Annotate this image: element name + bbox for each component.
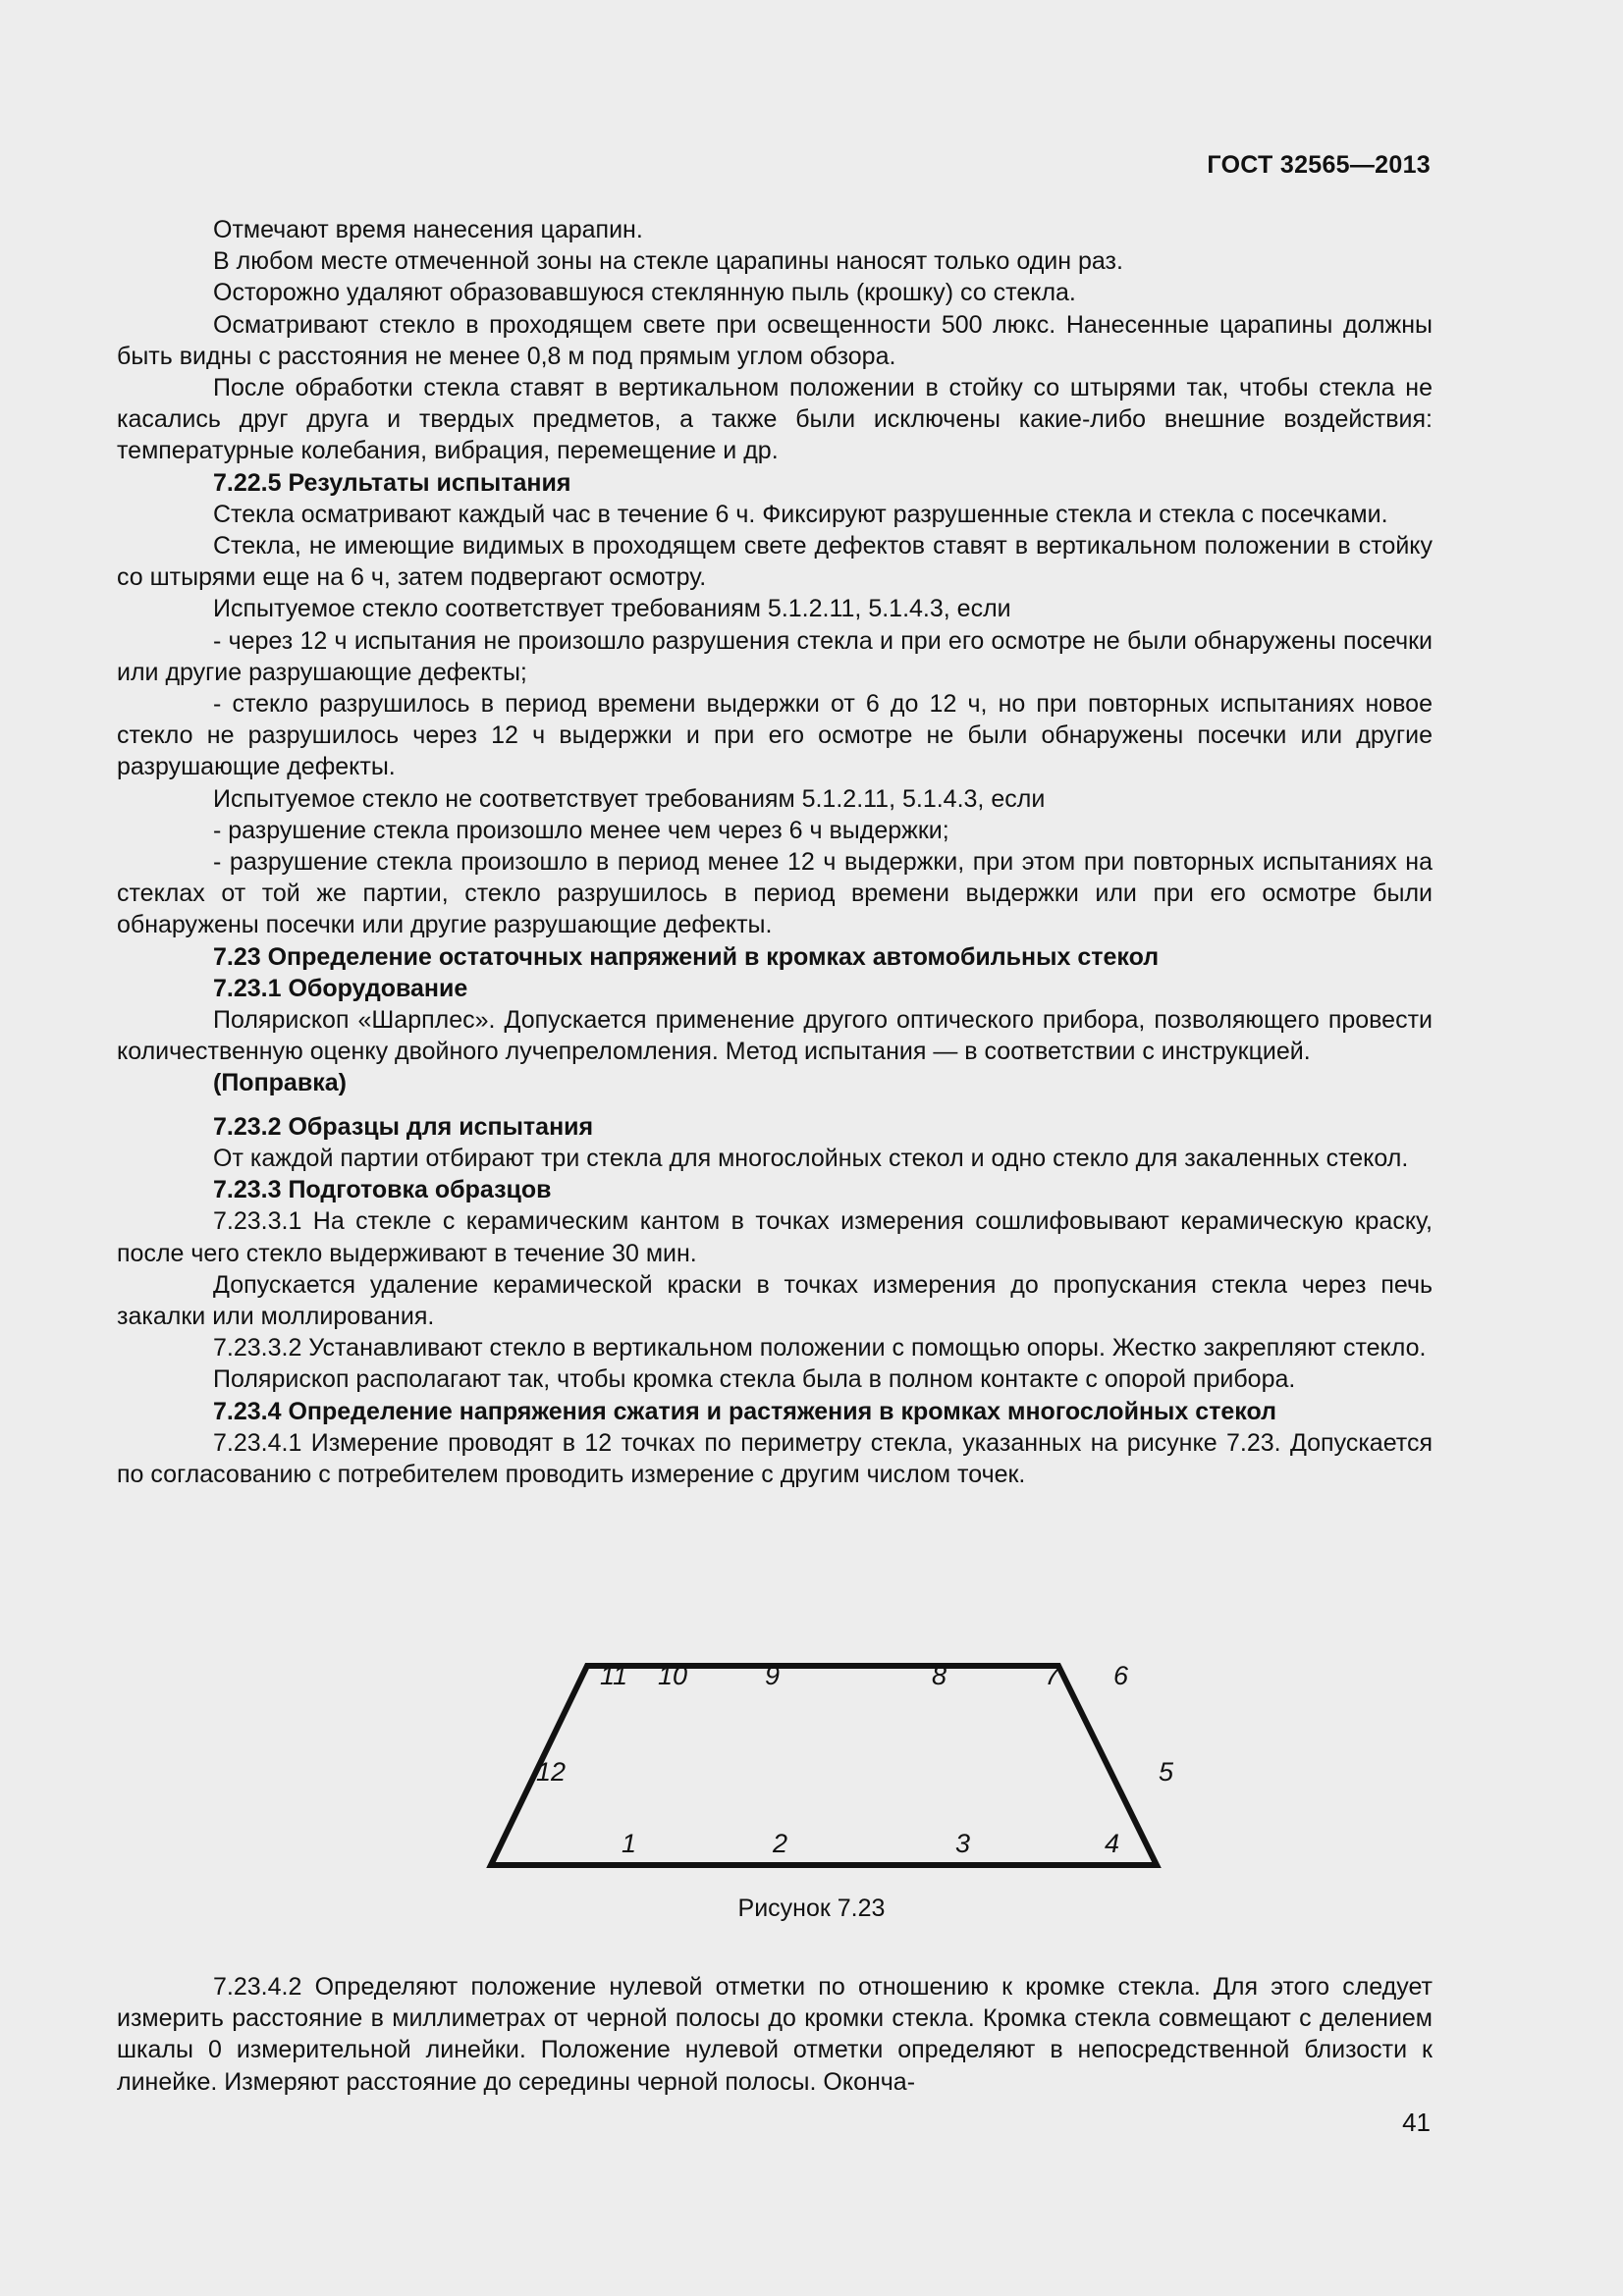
paragraph: Осматривают стекло в проходящем свете при освещенности 500 люкс. Нанесенные царапины должны быть видны с расстояния не менее 0,8 м под прямым углом обзора. bbox=[117, 310, 1433, 370]
point-label-9: 9 bbox=[765, 1661, 781, 1690]
section-heading: 7.22.5 Результаты испытания bbox=[213, 468, 571, 497]
section-heading: (Поправка) bbox=[213, 1069, 347, 1097]
paragraph: - разрушение стекла произошло менее чем через 6 ч выдержки; bbox=[213, 816, 949, 844]
paragraph: 7.23.4.2 Определяют положение нулевой отметки по отношению к кромке стекла. Для этого следует измерить расстояние в миллиметрах от черной полосы до кромки стекла. Кромка стекла совмещают с делением шкалы 0 измерительной линейки. Положение нулевой отметки определяют в непосредственной близости к линейке. Измеряют расстояние до середины черной полосы. Оконча- bbox=[117, 1973, 1433, 2096]
paragraph: После обработки стекла ставят в вертикальном положении в стойку со штырями так, чтобы стекла не касались друг друга и твердых предметов, а также были исключены какие-либо внешние воздействия: температурные колебания, вибрация, перемещение и др. bbox=[117, 374, 1433, 465]
page-number: 41 bbox=[1402, 2108, 1431, 2137]
point-label-11: 11 bbox=[600, 1661, 628, 1690]
section-heading: 7.23.2 Образцы для испытания bbox=[213, 1112, 594, 1141]
body-text-top bbox=[117, 214, 1433, 1490]
paragraph: Стекла, не имеющие видимых в проходящем свете дефектов ставят в вертикальном положении в стойку со штырями еще на 6 ч, затем подвергают осмотру. bbox=[117, 532, 1433, 592]
paragraph: 7.23.4.1 Измерение проводят в 12 точках по периметру стекла, указанных на рисунке 7.23. Допускается по согласованию с потребителем проводить измерение с другим числом точек. bbox=[117, 1428, 1433, 1488]
section-heading: 7.23 Определение остаточных напряжений в кромках автомобильных стекол bbox=[213, 942, 1160, 971]
paragraph: Испытуемое стекло соответствует требованиям 5.1.2.11, 5.1.4.3, если bbox=[213, 595, 1011, 623]
figure-7-23 bbox=[471, 1649, 1198, 1885]
paragraph: Отмечают время нанесения царапин. bbox=[213, 216, 643, 243]
section-heading: 7.23.1 Оборудование bbox=[213, 974, 468, 1002]
paragraph: В любом месте отмеченной зоны на стекле царапины наносят только один раз. bbox=[213, 247, 1123, 276]
point-label-4: 4 bbox=[1105, 1829, 1120, 1858]
trapezoid-diagram bbox=[471, 1649, 1198, 1885]
paragraph: Стекла осматривают каждый час в течение 6 ч. Фиксируют разрушенные стекла и стекла с посечками. bbox=[213, 500, 1388, 528]
spacer bbox=[117, 1099, 1433, 1111]
paragraph: Допускается удаление керамической краски в точках измерения до пропускания стекла через печь закалки или моллирования. bbox=[117, 1270, 1433, 1330]
point-label-5: 5 bbox=[1159, 1757, 1174, 1787]
section-heading: 7.23.4 Определение напряжения сжатия и растяжения в кромках многослойных стекол bbox=[213, 1397, 1277, 1425]
glass-outline bbox=[491, 1666, 1157, 1865]
body-text-bottom bbox=[117, 1971, 1433, 2098]
section-heading: 7.23.3 Подготовка образцов bbox=[213, 1176, 552, 1204]
point-label-10: 10 bbox=[658, 1661, 688, 1690]
point-label-8: 8 bbox=[932, 1661, 947, 1690]
point-label-3: 3 bbox=[955, 1829, 971, 1858]
paragraph: Осторожно удаляют образовавшуюся стеклянную пыль (крошку) со стекла. bbox=[213, 279, 1076, 307]
paragraph: - стекло разрушилось в период времени выдержки от 6 до 12 ч, но при повторных испытаниях новое стекло не разрушилось через 12 ч выдержки и при его осмотре не были обнаружены посечки или другие разрушающие дефекты. bbox=[117, 690, 1433, 781]
paragraph: - через 12 ч испытания не произошло разрушения стекла и при его осмотре не были обнаружены посечки или другие разрушающие дефекты; bbox=[117, 626, 1433, 686]
paragraph: 7.23.3.2 Устанавливают стекло в вертикальном положении с помощью опоры. Жестко закрепляют стекло. bbox=[213, 1334, 1427, 1362]
paragraph: - разрушение стекла произошло в период менее 12 ч выдержки, при этом при повторных испытаниях на стеклах от той же партии, стекло разрушилось в период времени выдержки или при его осмотре были обнаружены посечки или другие разрушающие дефекты. bbox=[117, 848, 1433, 939]
point-label-7: 7 bbox=[1045, 1661, 1060, 1690]
point-label-6: 6 bbox=[1113, 1661, 1129, 1690]
point-label-2: 2 bbox=[773, 1829, 788, 1858]
paragraph: Полярископ «Шарплес». Допускается применение другого оптического прибора, позволяющего провести количественную оценку двойного лучепреломления. Метод испытания — в соответствии с инструкцией. bbox=[117, 1006, 1433, 1066]
paragraph: Испытуемое стекло не соответствует требованиям 5.1.2.11, 5.1.4.3, если bbox=[213, 784, 1046, 813]
point-label-1: 1 bbox=[622, 1829, 637, 1858]
paragraph: Полярископ располагают так, чтобы кромка стекла была в полном контакте с опорой прибора. bbox=[213, 1365, 1296, 1394]
point-label-12: 12 bbox=[536, 1757, 567, 1787]
document-header: ГОСТ 32565—2013 bbox=[1207, 151, 1431, 179]
figure-caption: Рисунок 7.23 bbox=[737, 1895, 886, 1922]
paragraph: 7.23.3.1 На стекле с керамическим кантом в точках измерения сошлифовывают керамическую краску, после чего стекло выдерживают в течение 30 мин. bbox=[117, 1207, 1433, 1267]
paragraph: От каждой партии отбирают три стекла для многослойных стекол и одно стекло для закаленных стекол. bbox=[213, 1144, 1409, 1172]
